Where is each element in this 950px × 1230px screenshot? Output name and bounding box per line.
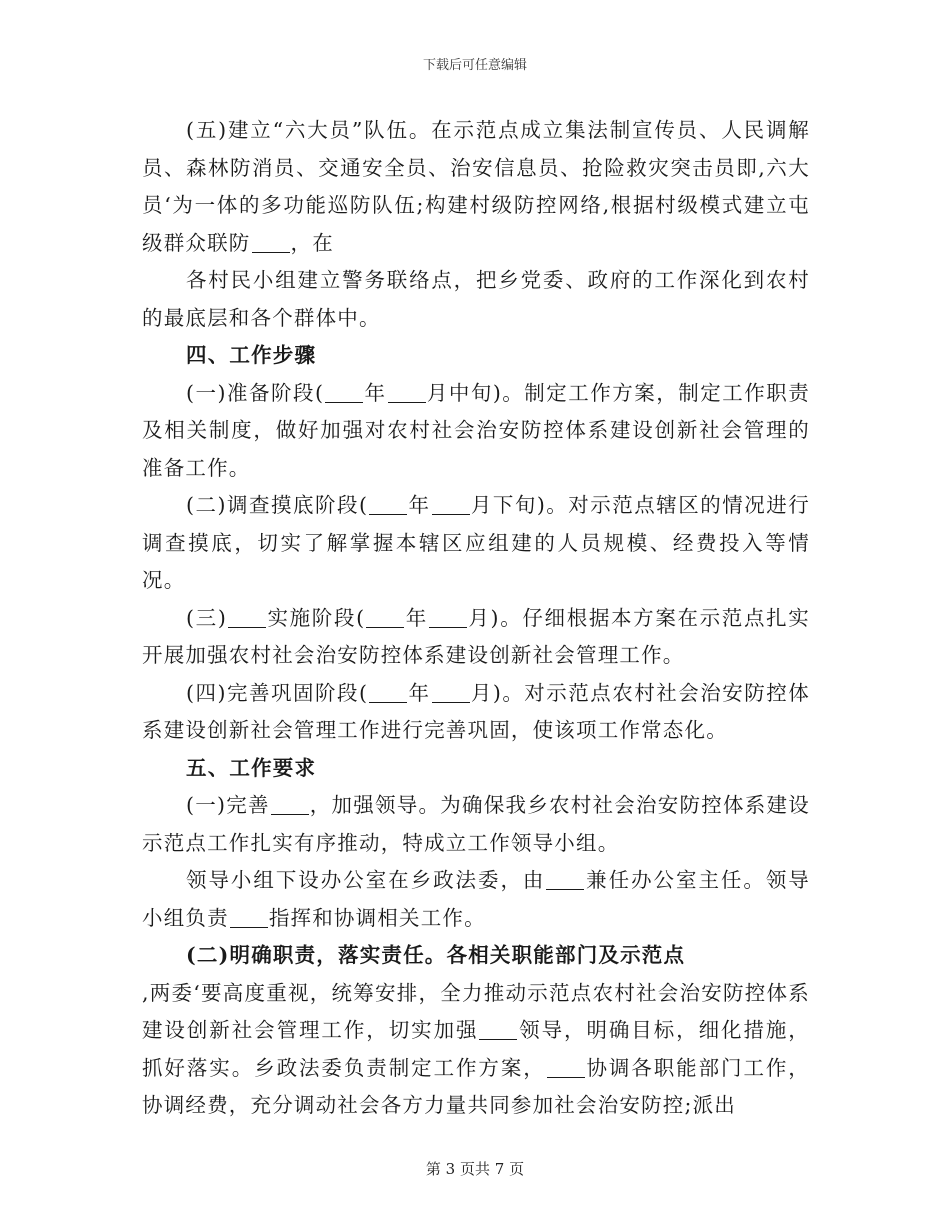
body-paragraph (142, 487, 810, 600)
text-segment: (一)完善 (186, 793, 270, 817)
fill-in-blank (271, 794, 309, 816)
fill-in-blank (325, 381, 363, 403)
text-segment: 月下旬)。对示范点辖区的情况进行调查摸底，切实了解掌握本辖区应组建的人员规模、经费投入等情况。 (142, 493, 811, 592)
text-segment: 领导小组下设办公室在乡政法委，由 (186, 868, 546, 892)
fill-in-blank (432, 494, 470, 516)
text-segment: (三) (186, 605, 228, 630)
text-segment: 年 (408, 680, 431, 705)
text-segment: (二)明确职责，落实责任。各相关职能部门及示范点 (186, 943, 686, 967)
document-body (142, 112, 810, 1125)
fill-in-blank (388, 381, 426, 403)
text-segment: 月)。仔细根据本方案在示范点扎实开展加强农村社会治安防控体系建设创新社会管理工作。 (142, 605, 810, 667)
fill-in-blank (479, 1019, 517, 1041)
fill-in-blank (369, 494, 407, 516)
body-paragraph (142, 375, 810, 488)
section-heading (142, 750, 810, 788)
fill-in-blank (252, 231, 290, 253)
text-segment: 月中旬)。制定工作方案，制定工作职责及相关制度，做好加强对农村社会治安防控体系建设创新社会管理的准备工作。 (142, 380, 811, 480)
text-segment: ，加强领导。为确保我乡农村社会治安防控体系建设示范点工作扎实有序推动，特成立工作领导小组。 (142, 793, 810, 855)
text-segment: 五、工作要求 (186, 755, 317, 780)
text-segment: 兼任办公室主任。领导小组负责 (142, 868, 811, 930)
text-segment: 月)。对示范点农村社会治安防控体系建设创新社会管理工作进行完善巩固，使该项工作常态化。 (142, 680, 811, 742)
text-segment: (二)调查摸底阶段( (186, 493, 369, 517)
text-segment: ,两委‘要高度重视，统筹安排，全力推动示范点农村社会治安防控体系建设创新社会管理工作，切实加强 (142, 980, 810, 1042)
body-paragraph (142, 787, 810, 862)
fill-in-blank (366, 606, 404, 628)
body-paragraph (142, 862, 810, 937)
text-segment: (一)准备阶段( (186, 380, 325, 405)
page-header: 下载后可任意编辑 (422, 58, 527, 73)
text-segment: 年 (408, 493, 431, 517)
text-segment: (五)建立“六大员”队伍。在示范点成立集法制宣传员、人民调解员、森林防消员、交通安全员、治安信息员、抢险救灾突击员即,六大员‘为一体的多功能巡防队伍;构建村级防控网络,根据村级模式建立屯级群众联防 (142, 118, 810, 255)
text-segment: 领导，明确目标，细化措施，抓好落实。乡政法委负责制定工作方案， (142, 1018, 811, 1080)
text-segment: 年 (364, 380, 387, 405)
text-segment: 四、工作步骤 (186, 343, 317, 367)
page-footer: 第 3 页共 7 页 (425, 1160, 525, 1178)
fill-in-blank (432, 681, 470, 703)
body-paragraph (142, 112, 810, 262)
fill-in-blank (546, 869, 584, 891)
text-segment: 各村民小组建立警务联络点，把乡党委、政府的工作深化到农村的最底层和各个群体中。 (142, 268, 810, 330)
text-segment: 协调各职能部门工作，协调经费，充分调动社会各方力量共同参加社会治安防控;派出 (142, 1055, 811, 1117)
body-paragraph (142, 675, 810, 750)
section-heading (142, 937, 810, 975)
text-segment: 实施阶段( (267, 605, 366, 630)
body-paragraph (142, 600, 810, 675)
fill-in-blank (547, 1056, 585, 1078)
section-heading (142, 337, 810, 375)
text-segment: 指挥和协调相关工作。 (268, 905, 486, 930)
fill-in-blank (369, 681, 407, 703)
text-segment: 年 (405, 605, 428, 630)
fill-in-blank (429, 606, 467, 628)
text-segment: (四)完善巩固阶段( (186, 680, 369, 705)
fill-in-blank (230, 906, 268, 928)
text-segment: ，在 (290, 230, 334, 255)
body-paragraph (142, 975, 810, 1125)
body-paragraph (142, 262, 810, 337)
fill-in-blank (228, 606, 266, 628)
